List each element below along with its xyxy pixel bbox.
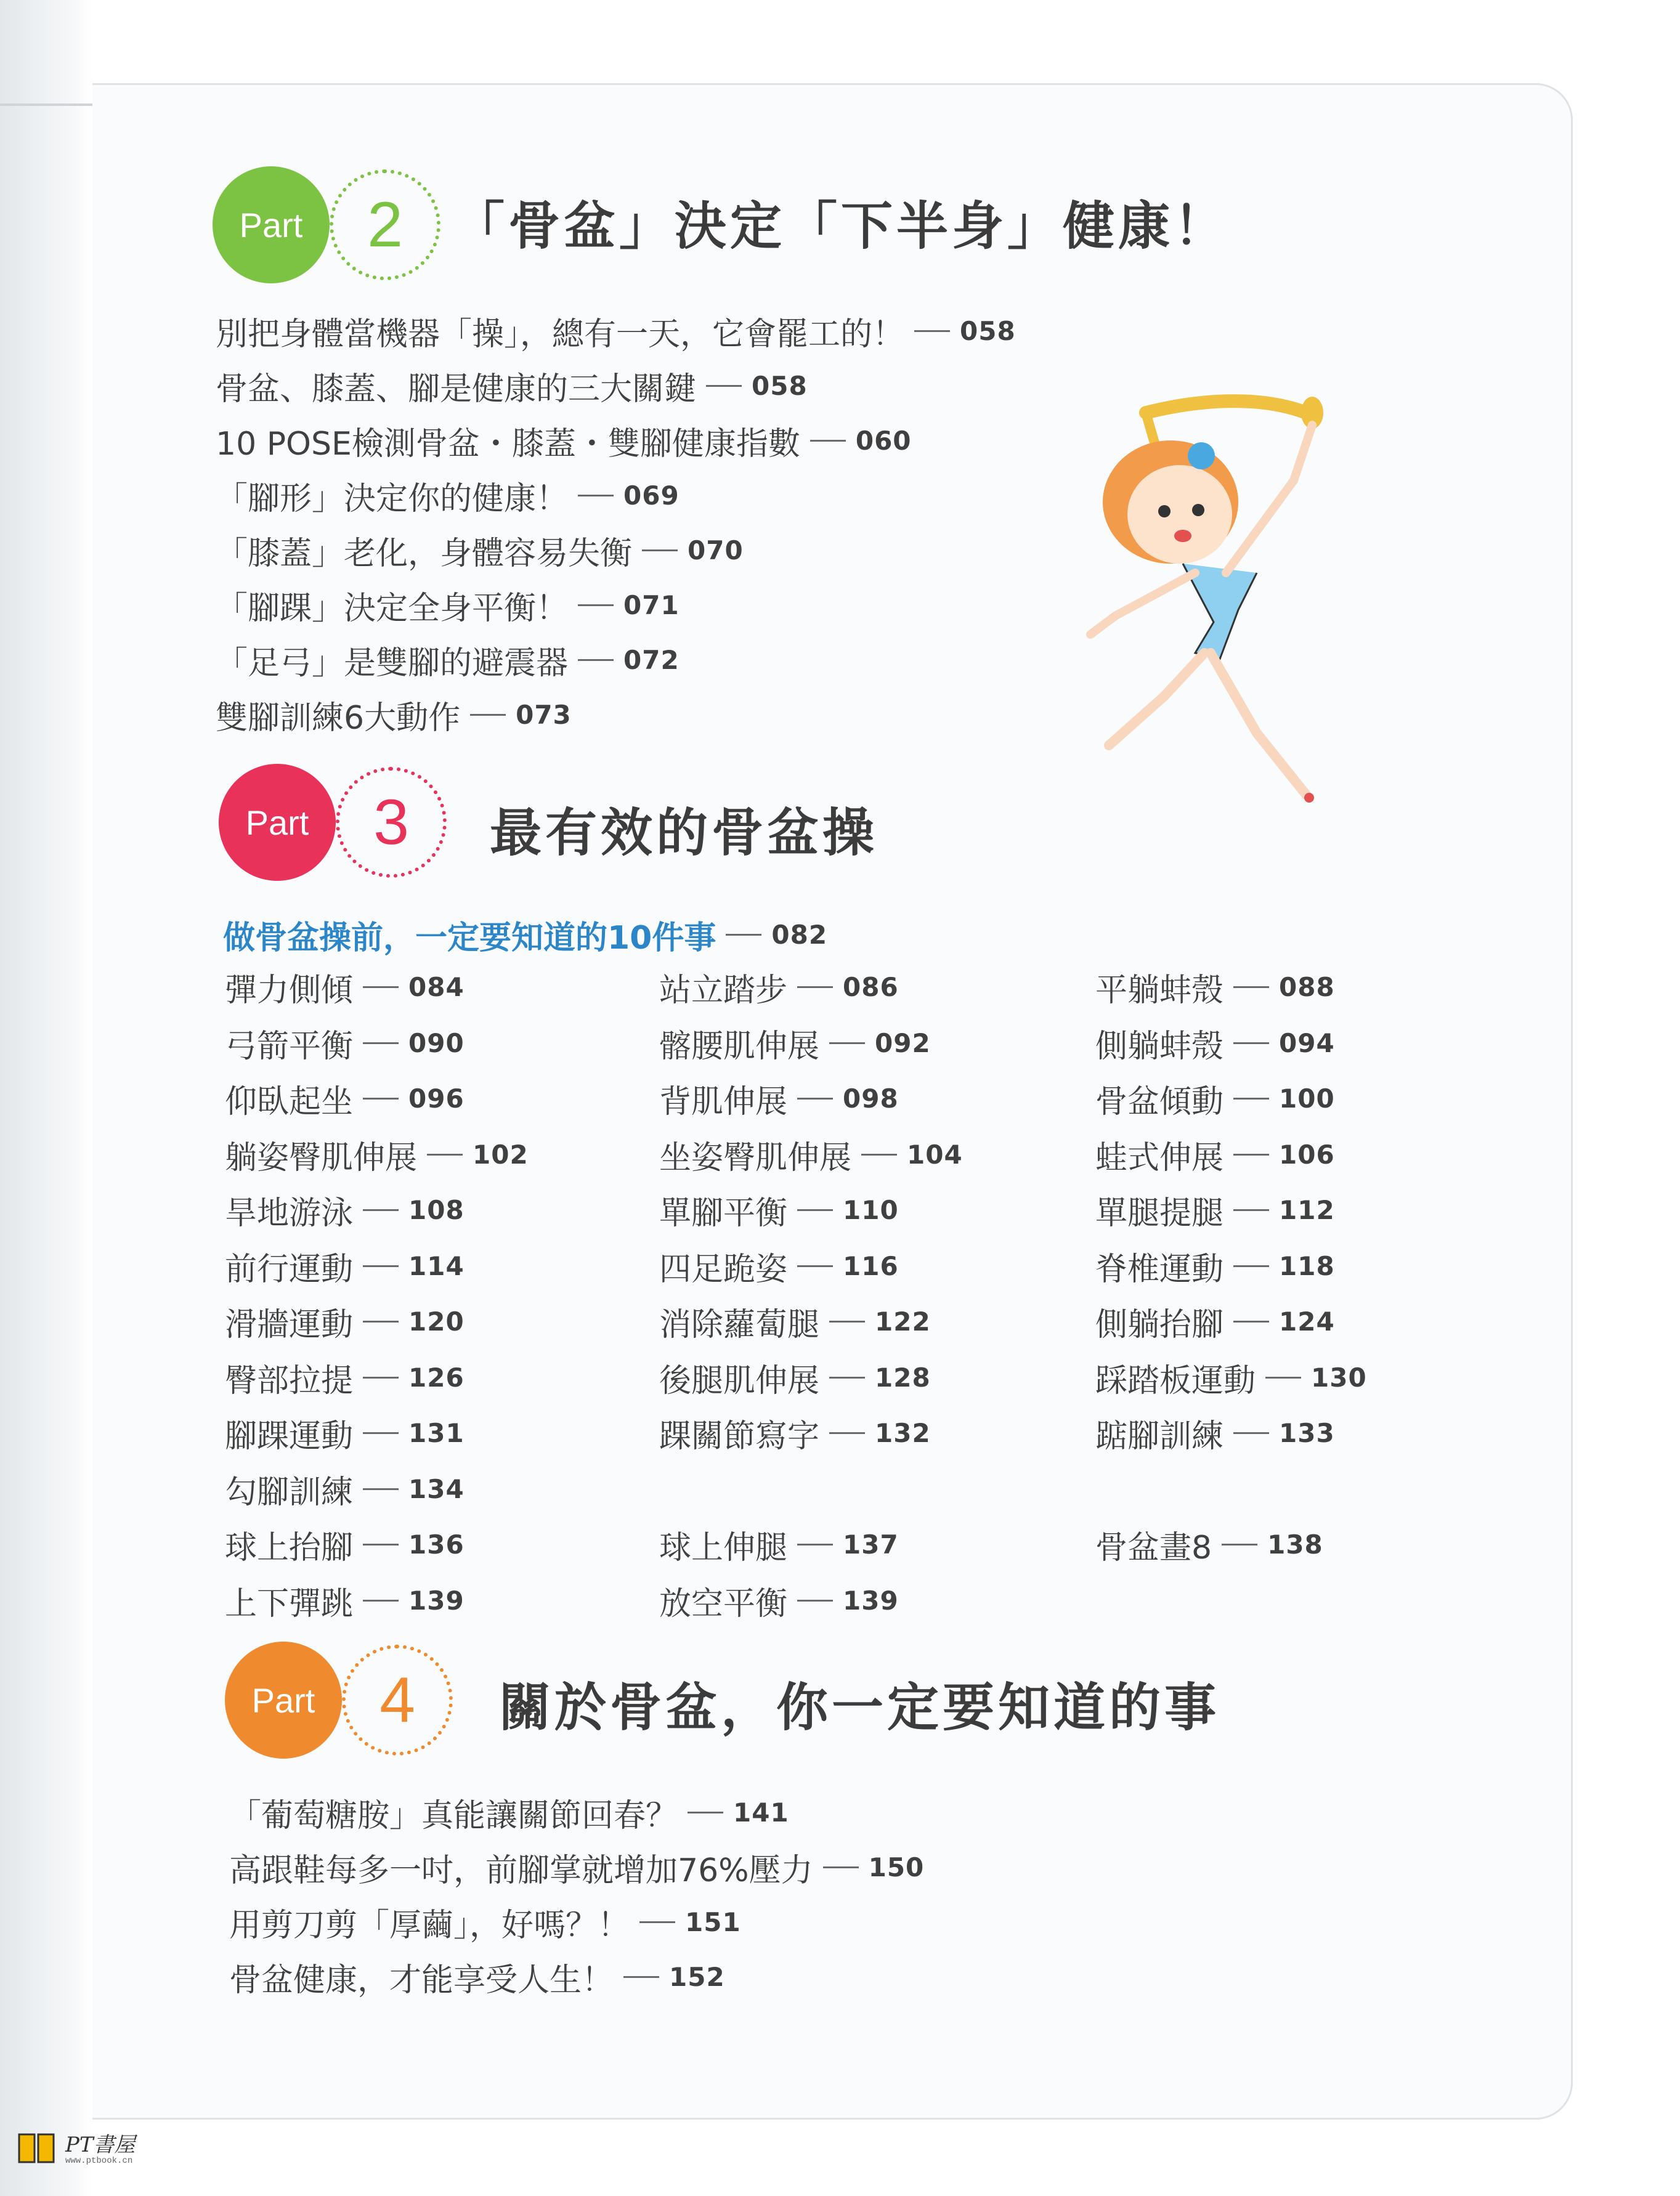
entry-dash — [363, 1209, 399, 1211]
entry-page: 151 — [685, 1907, 741, 1937]
toc-entry[interactable] — [225, 1187, 465, 1233]
entry-page: 106 — [1279, 1139, 1335, 1170]
entry-dash — [797, 1600, 833, 1602]
toc-entry[interactable] — [1095, 1410, 1335, 1456]
entry-dash — [829, 1321, 865, 1323]
entry-page: 134 — [408, 1473, 465, 1504]
entry-dash — [797, 1544, 833, 1546]
entry-text: 勾腳訓練 — [225, 1473, 354, 1511]
entry-text: 四足跪姿 — [659, 1250, 788, 1288]
part2-number: 2 — [330, 169, 440, 280]
entry-dash — [797, 1265, 833, 1267]
entry-text: 踩踏板運動 — [1095, 1362, 1256, 1400]
book-binding — [0, 0, 92, 2196]
toc-entry[interactable] — [225, 1243, 465, 1289]
entry-text: 單腿提腿 — [1095, 1195, 1224, 1232]
entry-text: 放空平衡 — [659, 1585, 788, 1623]
toc-entry[interactable] — [1095, 1187, 1335, 1233]
entry-page: 138 — [1267, 1530, 1323, 1560]
entry-text: 坐姿臀肌伸展 — [659, 1139, 852, 1177]
entry-page: 108 — [408, 1195, 465, 1225]
girl-stretching-illustration — [1072, 388, 1343, 807]
entry-page: 139 — [843, 1585, 899, 1616]
entry-dash — [363, 1321, 399, 1323]
entry-page: 118 — [1279, 1250, 1335, 1281]
entry-dash — [363, 1098, 399, 1100]
entry-text: 仰臥起坐 — [225, 1084, 354, 1120]
toc-entry[interactable] — [659, 1521, 899, 1568]
book-logo-icon — [16, 2125, 59, 2168]
entry-page: 136 — [408, 1530, 465, 1560]
entry-dash — [797, 1098, 833, 1100]
binding-line — [0, 103, 92, 106]
part4-number: 4 — [342, 1645, 453, 1756]
entry-dash — [578, 604, 614, 606]
entry-dash — [642, 549, 678, 551]
entry-text: 骨盆健康，才能享受人生！ — [229, 1962, 614, 1999]
entry-page: 124 — [1279, 1307, 1335, 1337]
entry-text: 彈力側傾 — [225, 972, 354, 1009]
entry-page: 069 — [623, 480, 680, 511]
entry-page: 098 — [843, 1084, 899, 1114]
entry-text: 「膝蓋」老化，身體容易失衡 — [216, 535, 633, 572]
toc-entry[interactable] — [216, 308, 1016, 354]
entry-dash — [688, 1812, 723, 1813]
part3-number: 3 — [336, 767, 447, 878]
entry-text: 背肌伸展 — [659, 1084, 788, 1120]
part3-title: 最有效的骨盆操 — [490, 803, 879, 863]
toc-entry[interactable] — [216, 692, 572, 738]
entry-page: 126 — [408, 1362, 465, 1393]
entry-page: 073 — [516, 700, 572, 730]
entry-dash — [578, 495, 614, 496]
entry-page: 072 — [623, 645, 680, 675]
entry-dash — [706, 385, 742, 387]
entry-dash — [726, 934, 761, 936]
entry-page: 104 — [907, 1139, 963, 1170]
entry-text: 腳踝運動 — [225, 1418, 354, 1455]
entry-text: 平躺蚌殼 — [1095, 972, 1224, 1009]
entry-page: 092 — [875, 1027, 931, 1058]
entry-text: 「腳踝」決定全身平衡！ — [216, 590, 569, 627]
part3-badge: Part — [219, 764, 336, 881]
toc-entry[interactable] — [659, 1187, 899, 1233]
entry-text: 骨盆傾動 — [1095, 1084, 1224, 1120]
entry-page: 086 — [843, 972, 899, 1002]
part4-badge: Part — [225, 1642, 342, 1759]
entry-page: 112 — [1279, 1195, 1335, 1225]
entry-page: 122 — [875, 1307, 931, 1337]
entry-dash — [829, 1432, 865, 1434]
toc-entry[interactable] — [1095, 1243, 1335, 1289]
toc-entry[interactable] — [216, 582, 680, 628]
entry-dash — [623, 1976, 659, 1978]
entry-text: 單腳平衡 — [659, 1195, 788, 1232]
entry-dash — [363, 986, 399, 988]
entry-text: 球上伸腿 — [659, 1530, 788, 1566]
entry-dash — [427, 1154, 463, 1156]
entry-text: 後腿肌伸展 — [659, 1362, 820, 1400]
entry-page: 096 — [408, 1084, 465, 1114]
entry-page: 084 — [408, 972, 465, 1002]
entry-text: 用剪刀剪「厚繭」，好嗎？！ — [229, 1907, 630, 1944]
toc-entry[interactable] — [659, 1299, 931, 1345]
toc-entry[interactable] — [229, 1954, 725, 2000]
entry-text: 做骨盆操前，一定要知道的10件事 — [223, 920, 716, 957]
toc-entry[interactable] — [1095, 1299, 1335, 1345]
toc-entry[interactable] — [659, 1410, 931, 1456]
toc-entry[interactable] — [225, 1521, 465, 1568]
entry-text: 「葡萄糖胺」真能讓關節回春？ — [229, 1797, 678, 1834]
entry-text: 骨盆畫8 — [1095, 1530, 1212, 1566]
toc-entry[interactable] — [225, 1299, 465, 1345]
entry-page: 094 — [1279, 1027, 1335, 1058]
entry-dash — [829, 1377, 865, 1379]
part3-highlight-entry[interactable] — [223, 912, 827, 958]
entry-dash — [363, 1488, 399, 1490]
entry-dash — [1233, 1098, 1269, 1100]
entry-dash — [363, 1432, 399, 1434]
part2-badge: Part — [213, 166, 330, 283]
entry-text: 脊椎運動 — [1095, 1250, 1224, 1288]
toc-entry[interactable] — [659, 1076, 899, 1122]
entry-text: 臀部拉提 — [225, 1362, 354, 1400]
entry-page: 088 — [1279, 972, 1335, 1002]
entry-text: 側躺抬腳 — [1095, 1307, 1224, 1343]
entry-page: 139 — [408, 1585, 465, 1616]
entry-text: 前行運動 — [225, 1250, 354, 1288]
toc-entry[interactable] — [659, 1243, 899, 1289]
entry-text: 「腳形」決定你的健康！ — [216, 480, 569, 517]
toc-entry[interactable] — [659, 964, 899, 1010]
logo-url: www.ptbook.cn — [65, 2156, 133, 2166]
entry-page: 058 — [960, 316, 1016, 346]
entry-dash — [1233, 1265, 1269, 1267]
toc-entry[interactable] — [1095, 1132, 1335, 1178]
entry-dash — [1233, 1432, 1269, 1434]
entry-dash — [797, 1209, 833, 1211]
toc-entry[interactable] — [225, 964, 465, 1010]
toc-entry[interactable] — [225, 1355, 465, 1401]
entry-page: 060 — [855, 426, 912, 456]
entry-text: 別把身體當機器「操」，總有一天，它會罷工的！ — [216, 316, 905, 353]
toc-entry[interactable] — [1095, 1521, 1323, 1568]
toc-entry[interactable] — [225, 1466, 465, 1512]
toc-entry[interactable] — [1095, 1076, 1335, 1122]
entry-dash — [797, 986, 833, 988]
toc-entry[interactable] — [229, 1844, 924, 1890]
entry-page: 058 — [752, 371, 808, 401]
entry-text: 旱地游泳 — [225, 1195, 354, 1232]
entry-dash — [1233, 1209, 1269, 1211]
entry-text: 躺姿臀肌伸展 — [225, 1139, 418, 1177]
entry-dash — [578, 659, 614, 661]
toc-entry[interactable] — [216, 472, 680, 519]
entry-text: 髂腰肌伸展 — [659, 1027, 820, 1065]
entry-text: 10 POSE檢測骨盆・膝蓋・雙腳健康指數 — [216, 426, 800, 463]
entry-page: 128 — [875, 1362, 931, 1393]
entry-text: 雙腳訓練6大動作 — [216, 700, 461, 737]
entry-text: 弓箭平衡 — [225, 1027, 354, 1065]
toc-entry[interactable] — [216, 637, 680, 683]
entry-page: 130 — [1311, 1362, 1367, 1393]
part2-title: 「骨盆」決定「下半身」健康！ — [453, 196, 1230, 256]
entry-text: 高跟鞋每多一吋，前腳掌就增加76%壓力 — [229, 1852, 813, 1889]
entry-dash — [1233, 1042, 1269, 1044]
entry-page: 071 — [623, 590, 680, 620]
entry-dash — [861, 1154, 897, 1156]
toc-entry[interactable] — [216, 418, 912, 464]
toc-entry[interactable] — [225, 1132, 529, 1178]
entry-page: 132 — [875, 1418, 931, 1448]
entry-text: 側躺蚌殼 — [1095, 1027, 1224, 1065]
toc-entry[interactable] — [1095, 1020, 1335, 1066]
entry-page: 141 — [733, 1797, 789, 1828]
entry-page: 152 — [669, 1962, 725, 1992]
entry-page: 100 — [1279, 1084, 1335, 1114]
entry-text: 滑牆運動 — [225, 1307, 354, 1343]
logo-name: PT書屋 — [65, 2133, 136, 2157]
entry-dash — [1265, 1377, 1301, 1379]
entry-dash — [1222, 1544, 1257, 1546]
toc-entry[interactable] — [225, 1578, 465, 1624]
entry-dash — [470, 714, 506, 716]
toc-entry[interactable] — [1095, 1355, 1367, 1401]
entry-text: 骨盆、膝蓋、腳是健康的三大關鍵 — [216, 371, 697, 408]
ptbook-logo — [16, 2125, 145, 2181]
entry-page: 110 — [843, 1195, 899, 1225]
entry-dash — [829, 1042, 865, 1044]
entry-text: 踝關節寫字 — [659, 1418, 820, 1455]
entry-page: 131 — [408, 1418, 465, 1448]
entry-dash — [810, 440, 846, 442]
entry-page: 102 — [473, 1139, 529, 1170]
part4-title: 關於骨盆，你一定要知道的事 — [499, 1677, 1220, 1738]
toc-entry[interactable] — [659, 1132, 963, 1178]
entry-dash — [363, 1265, 399, 1267]
entry-dash — [363, 1377, 399, 1379]
entry-dash — [363, 1042, 399, 1044]
entry-text: 站立踏步 — [659, 972, 788, 1009]
toc-entry[interactable] — [225, 1076, 465, 1122]
entry-page: 114 — [408, 1250, 465, 1281]
entry-page: 120 — [408, 1307, 465, 1337]
entry-dash — [363, 1600, 399, 1602]
toc-entry[interactable] — [659, 1578, 899, 1624]
entry-dash — [1233, 1321, 1269, 1323]
entry-page: 150 — [868, 1852, 925, 1882]
entry-text: 踮腳訓練 — [1095, 1418, 1224, 1455]
entry-page: 137 — [843, 1530, 899, 1560]
toc-entry[interactable] — [216, 363, 808, 409]
entry-text: 蛙式伸展 — [1095, 1139, 1224, 1177]
entry-text: 「足弓」是雙腳的避震器 — [216, 645, 569, 682]
entry-text: 球上抬腳 — [225, 1530, 354, 1566]
toc-entry[interactable] — [659, 1355, 931, 1401]
entry-page: 116 — [843, 1250, 899, 1281]
toc-entry[interactable] — [229, 1789, 789, 1836]
entry-text: 消除蘿蔔腿 — [659, 1307, 820, 1343]
entry-dash — [1233, 986, 1269, 988]
entry-dash — [639, 1921, 675, 1923]
entry-dash — [914, 330, 950, 332]
entry-page: 090 — [408, 1027, 465, 1058]
toc-entry[interactable] — [225, 1020, 465, 1066]
entry-dash — [823, 1866, 859, 1868]
entry-dash — [1233, 1154, 1269, 1156]
toc-entry[interactable] — [225, 1410, 465, 1456]
toc-entry[interactable] — [229, 1899, 741, 1945]
toc-entry[interactable] — [216, 527, 744, 573]
entry-page: 133 — [1279, 1418, 1335, 1448]
entry-text: 上下彈跳 — [225, 1585, 354, 1623]
toc-entry[interactable] — [659, 1020, 931, 1066]
toc-entry[interactable] — [1095, 964, 1335, 1010]
entry-dash — [363, 1544, 399, 1546]
entry-page: 070 — [688, 535, 744, 565]
entry-page: 082 — [771, 920, 828, 950]
